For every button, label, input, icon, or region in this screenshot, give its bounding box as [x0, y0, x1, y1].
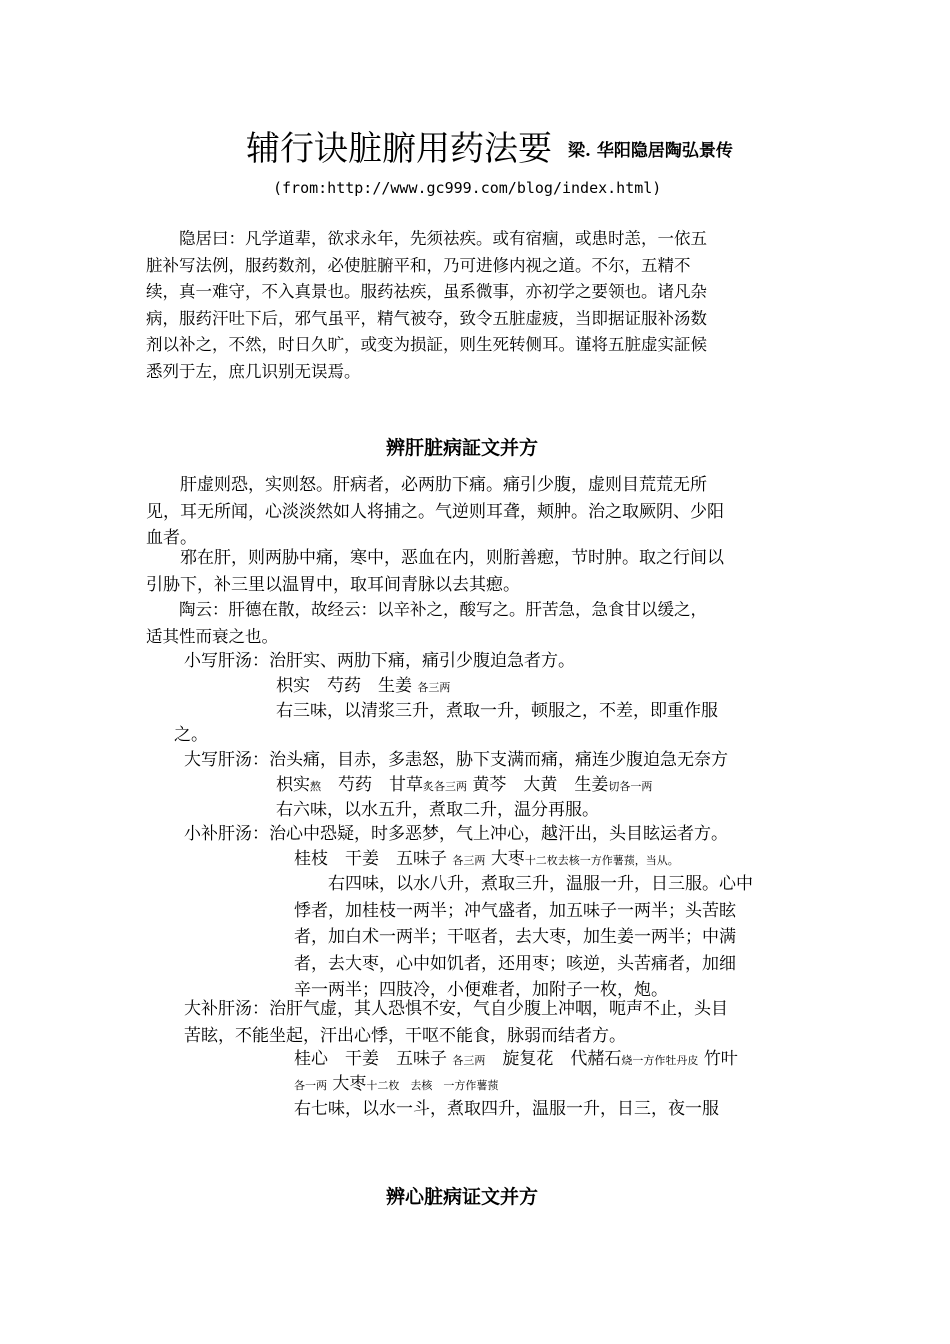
herb-list: 大枣 — [332, 1074, 367, 1094]
text-line: 右四味，以水八升，煮取三升，温服一升，日三服。心中 — [294, 874, 753, 894]
text-line: 见，耳无所闻，心淡淡然如人将捕之。气逆则耳聋，颊肿。治之取厥阴、少阳 — [146, 501, 724, 522]
text-line: 陶云：肝德在散，故经云：以辛补之，酸写之。肝苦急，急食甘以缓之， — [146, 600, 707, 619]
text-line: 苦眩，不能坐起，汗出心悸，干呕不能食，脉弱而结者方。 — [184, 1025, 626, 1046]
formula-da-xie-title: 大写肝汤：治头痛，目赤，多恚怒，胁下支满而痛，痛连少腹迫急无奈方 — [184, 750, 728, 770]
formula-xiao-xie-method: 右三味，以清浆三升，煮取一升，顿服之，不差，即重作服 — [276, 701, 718, 721]
intro-line: 续，真一难守，不入真景也。服药祛疾，虽系微事，亦初学之要领也。诸凡杂 — [146, 282, 707, 301]
intro-paragraph — [146, 226, 707, 385]
liver-paragraph-1 — [146, 472, 724, 552]
intro-line: 悉列于左，庶几识别无误焉。 — [146, 361, 361, 381]
text-line: 者，加白术一两半；干呕者，去大枣，加生姜一两半；中满 — [294, 927, 736, 947]
intro-line: 剂以补之，不然，时日久旷，或变为损証，则生死转侧耳。谨将五脏虚实証候 — [146, 335, 707, 354]
author-line: 梁. 华阳隐居陶弘景传 — [568, 141, 733, 161]
formula-xiao-xie-title: 小写肝汤：治肝实、两肋下痛，痛引少腹迫急者方。 — [184, 651, 575, 671]
herb-note: 各三两 — [452, 1054, 486, 1067]
text-line: 者，去大枣，心中如饥者，还用枣；咳逆，头苦痛者，加细 — [294, 953, 736, 974]
herb-list: 枳实 芍药 生姜 — [276, 676, 412, 696]
liver-paragraph-2 — [146, 545, 724, 598]
page-title — [246, 127, 733, 173]
formula-xiao-xie-method-end: 之。 — [174, 725, 208, 745]
herb-note: 熬 — [310, 780, 321, 793]
herb-list: 旋复花 代赭石 — [485, 1049, 622, 1069]
herb-list: 枳实 — [276, 775, 310, 795]
text-line: 邪在肝，则两胁中痛，寒中，恶血在内，则胻善瘛，节时肿。取之行间以 — [146, 548, 724, 568]
text-line: 引胁下，补三里以温胃中，取耳间青脉以去其瘛。 — [146, 574, 520, 595]
formula-xiao-bu-method — [294, 871, 753, 1004]
text-line: 辛一两半；四肢冷，小便难者，加附子一枚，炮。 — [294, 980, 668, 1000]
intro-line: 隐居曰：凡学道辈，欲求永年，先须祛疾。或有宿痼，或患时恙，一依五 — [146, 229, 707, 248]
herb-note: 各三两 — [452, 854, 486, 867]
herb-list: 芍药 甘草 — [321, 775, 423, 795]
text-line: 肝虚则恐，实则怒。肝病者，必两肋下痛。痛引少腹，虚则目荒荒无所 — [146, 475, 707, 495]
source-url: (from:http://www.gc999.com/blog/index.html) — [273, 179, 662, 197]
herb-list: 大枣 — [490, 849, 525, 869]
herb-note: 十二枚去核一方作薯蓣，当从。 — [524, 854, 679, 867]
formula-da-bu-title — [184, 996, 728, 1049]
herb-list: 桂心 干姜 五味子 — [294, 1049, 447, 1069]
herb-list: 竹叶 — [703, 1049, 738, 1069]
section-heading-heart: 辨心脏病证文并方 — [386, 1186, 539, 1208]
liver-paragraph-3 — [146, 597, 707, 650]
text-line: 适其性而衰之也。 — [146, 626, 278, 646]
herb-note: 各三两 — [417, 681, 451, 694]
formula-da-bu-method: 右七味，以水一斗，煮取四升，温服一升，日三，夜一服 — [294, 1099, 719, 1119]
herb-note: 炙各三两 — [423, 780, 467, 793]
herb-list: 黄芩 大黄 生姜 — [472, 775, 609, 795]
herb-note: 切各一两 — [608, 780, 653, 793]
intro-line: 脏补写法例，服药数剂，必使脏腑平和，乃可进修内视之道。不尔，五精不 — [146, 255, 691, 275]
formula-xiao-bu-title: 小补肝汤：治心中恐疑，时多恶梦，气上冲心，越汗出，头目眩运者方。 — [184, 824, 728, 844]
text-line: 悸者，加桂枝一两半；冲气盛者，加五味子一两半；头苦眩 — [294, 900, 736, 921]
text-line: 大补肝汤：治肝气虚，其人恐惧不安，气自少腹上冲咽，呃声不止，头目 — [184, 999, 728, 1019]
text-line: 血者。 — [146, 528, 197, 548]
section-heading-liver: 辨肝脏病証文并方 — [386, 437, 539, 459]
formula-da-xie-method: 右六味，以水五升，煮取二升，温分再服。 — [276, 800, 599, 820]
herb-note: 烧一方作牡丹皮 — [621, 1054, 699, 1067]
title-text: 辅行诀脏腑用药法要 — [246, 129, 552, 169]
herb-note: 十二枚 去核 一方作薯蓣 — [366, 1079, 499, 1092]
intro-line: 病，服药汗吐下后，邪气虽平，精气被夺，致令五脏虚疲，当即据证服补汤数 — [146, 308, 707, 328]
herb-note: 各一两 — [294, 1079, 327, 1092]
herb-list: 桂枝 干姜 五味子 — [294, 849, 447, 869]
